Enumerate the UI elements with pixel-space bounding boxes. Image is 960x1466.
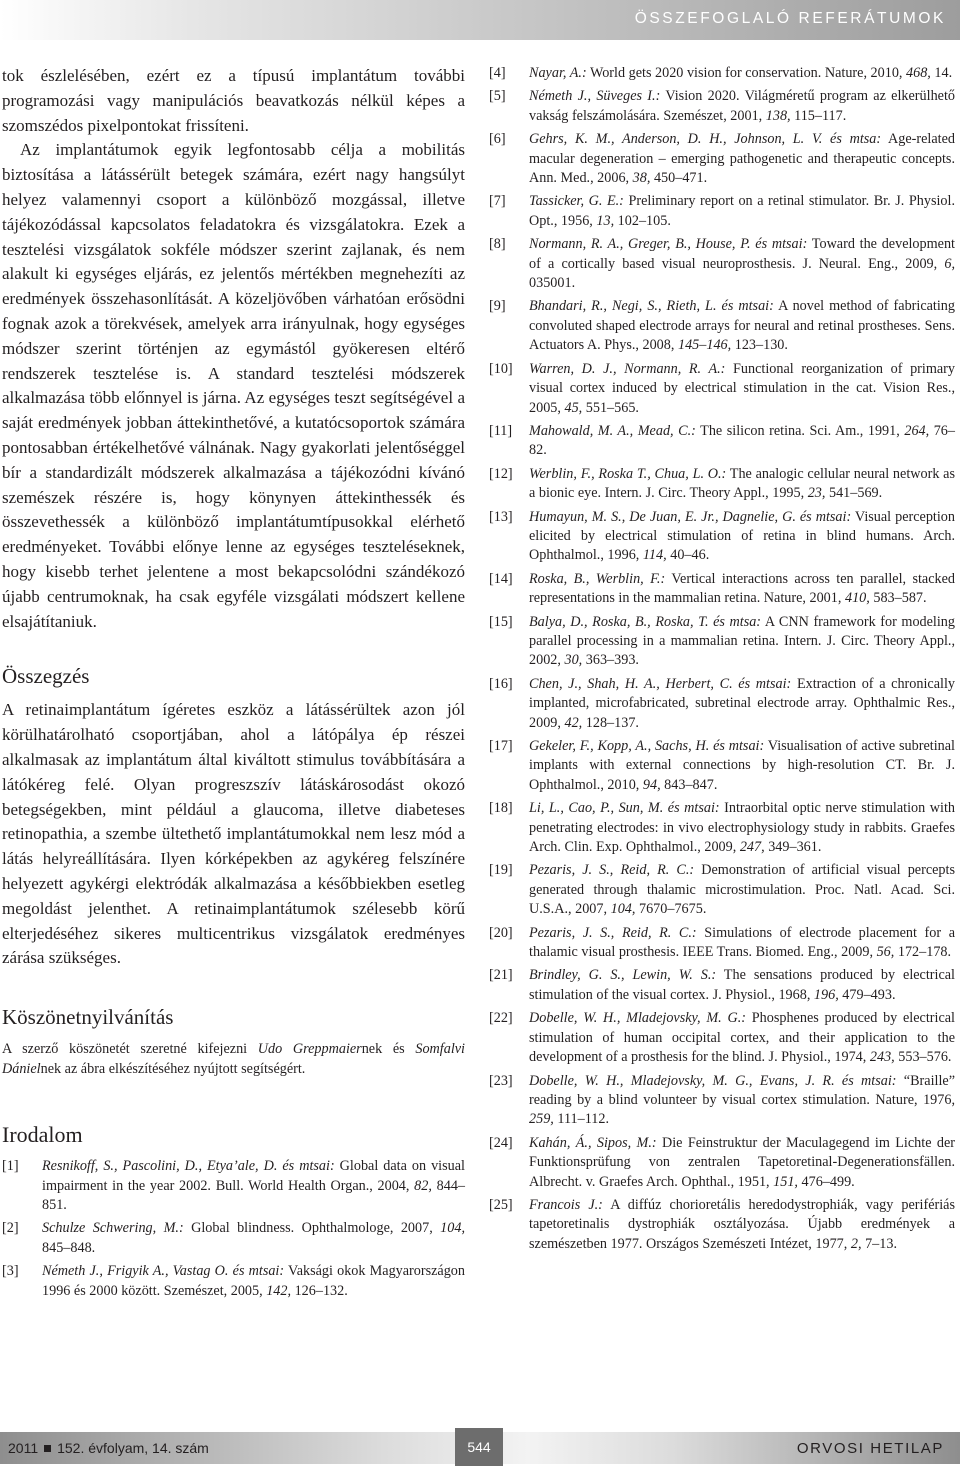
reference-number: [19]	[489, 862, 513, 879]
reference-item	[489, 87, 955, 126]
acknowledgement-paragraph	[2, 1039, 465, 1079]
reference-number: [15]	[489, 613, 513, 630]
reference-number: [6]	[489, 131, 506, 148]
reference-pages: 126–132.	[291, 1282, 348, 1299]
square-separator-icon	[44, 1445, 51, 1452]
reference-volume: 196,	[813, 986, 839, 1003]
reference-item	[489, 799, 955, 857]
summary-heading: Összegzés	[2, 664, 90, 689]
reference-pages: 115–117.	[790, 107, 847, 124]
reference-authors: Gekeler, F., Kopp, A., Sachs, H. és mtsai:	[529, 738, 765, 754]
reference-pages: 583–587.	[869, 590, 927, 607]
reference-number: [4]	[489, 65, 506, 81]
reference-item	[489, 64, 955, 83]
reference-number: [17]	[489, 738, 513, 754]
ack-person-2: Somfalvi Dániel	[2, 1041, 465, 1078]
body-paragraph-2	[2, 138, 465, 634]
reference-details: A CNN framework for modeling parallel processing in a mammalian retina. Intern. J. Circ. Theory Appl., 2002,	[529, 613, 955, 669]
reference-pages: 7670–7675.	[635, 901, 707, 918]
reference-volume: 2,	[850, 1235, 862, 1252]
reference-item	[489, 966, 955, 1005]
reference-number: [24]	[489, 1134, 513, 1151]
reference-number: [23]	[489, 1072, 513, 1089]
reference-number: [20]	[489, 924, 513, 941]
reference-details: “Braille” reading by a blind volunteer by visual cortex stimulation. Nature, 1976,	[529, 1072, 955, 1108]
reference-details: Global data on visual impairment in the year 2002. Bull. World Health Organ., 2004,	[42, 1158, 465, 1194]
reference-pages: 479–493.	[838, 986, 896, 1003]
reference-details: Simulations of electrode placement for a thalamic visual prosthesis. IEEE Trans. Biomed. Eng., 2009,	[529, 924, 955, 961]
reference-pages: 553–576.	[894, 1049, 952, 1066]
reference-authors: Nayar, A.:	[529, 65, 587, 81]
reference-item	[489, 1009, 955, 1067]
reference-pages: 035001.	[529, 275, 576, 292]
reference-number: [1]	[2, 1158, 19, 1175]
reference-volume: 264,	[904, 422, 930, 439]
ack-text-post: nek az ábra elkészítéséhez nyújtott segítségért.	[40, 1061, 306, 1078]
reference-details: Functional reorganization of primary visual cortex induced by electrical stimulation in the cat. Vision Res., 2005,	[529, 360, 956, 416]
reference-number: [8]	[489, 236, 506, 253]
left-column	[2, 64, 465, 1305]
reference-details: Vision 2020. Világméretű program az elkerülhető vakság felszámolására. Szemészet, 2001,	[529, 88, 955, 124]
reference-volume: 30,	[564, 652, 583, 669]
reference-details: Global blindness. Ophthalmologe, 2007,	[183, 1220, 441, 1237]
reference-item	[489, 235, 955, 293]
reference-details: The analogic cellular neural network as a bionic eye. Intern. J. Circ. Theory Appl., 1995,	[529, 465, 955, 502]
reference-details: Die Feinstruktur der Maculagegend im Lichte der Funktionsprüfung von zentralen Tapetoretinal-Degenerationsfällen. Albrecht. v. Graefes Arch. Ophthal., 1951,	[529, 1134, 955, 1190]
reference-volume: 247,	[739, 839, 765, 856]
reference-details: Vaksági okok Magyarországon 1996 és 2000 között. Szemészet, 2005,	[42, 1263, 465, 1299]
reference-authors: Németh J., Frigyik A., Vastag O. és mtsai:	[42, 1263, 285, 1280]
reference-authors: Gehrs, K. M., Anderson, D. H., Johnson, L. V. és mtsa:	[529, 131, 882, 148]
reference-number: [9]	[489, 298, 506, 315]
reference-volume: 56,	[876, 944, 895, 961]
reference-authors: Humayun, M. S., De Juan, E. Jr., Dagnelie, G. és mtsai:	[529, 508, 852, 525]
reference-number: [3]	[2, 1263, 19, 1280]
reference-details: A diffúz chorioretális heredodystrophiák, vagy perifériás tapetoretinalis dystrophiák osztályozása. Újabb eredmények a szemészetben 1977. Országos Szemészeti Intézet, 1977,	[529, 1196, 955, 1252]
reference-details: Intraorbital optic nerve stimulation with penetrating electrodes: in vivo electrophysiology study in rabbits. Graefes Arch. Clin. Exp. Ophthalmol., 2009,	[529, 800, 955, 856]
reference-number: [5]	[489, 88, 506, 105]
reference-pages: 476–499.	[797, 1173, 855, 1190]
reference-item	[489, 861, 955, 919]
reference-item	[489, 613, 955, 671]
reference-authors: Németh J., Süveges I.:	[529, 88, 661, 105]
journal-name: ORVOSI HETILAP	[796, 1440, 944, 1457]
section-title: ÖSSZEFOGLALÓ REFERÁTUMOK	[634, 10, 946, 27]
reference-authors: Mahowald, M. A., Mead, C.:	[529, 422, 696, 439]
ack-text-pre: A szerző köszönetét szeretné kifejezni	[2, 1041, 258, 1058]
reference-authors: Chen, J., Shah, H. A., Herbert, C. és mtsai:	[529, 675, 792, 692]
reference-details: Visual perception elicited by electrical stimulation of retina in blind humans. Arch. Ophthalmol., 1996,	[529, 508, 955, 564]
reference-pages: 40–46.	[666, 547, 710, 564]
reference-authors: Bhandari, R., Negi, S., Rieth, L. és mtsai:	[529, 298, 774, 315]
reference-number: [18]	[489, 800, 513, 817]
reference-list-right	[489, 64, 955, 1254]
reference-details: Vertical interactions across ten parallel, stacked representations in the mammalian retina. Nature, 2001,	[529, 570, 956, 607]
reference-item	[2, 1262, 465, 1301]
reference-item	[2, 1157, 465, 1215]
reference-pages: 845–848.	[42, 1239, 96, 1256]
reference-volume: 145–146,	[677, 337, 732, 354]
reference-pages: 843–847.	[660, 776, 718, 793]
section-banner	[0, 0, 960, 40]
reference-pages: 128–137.	[582, 714, 639, 731]
issue-year: 2011	[8, 1440, 39, 1456]
reference-authors: Werblin, F., Roska T., Chua, L. O.:	[529, 465, 727, 482]
reference-volume: 151,	[773, 1173, 798, 1190]
reference-item	[489, 422, 955, 461]
reference-volume: 104,	[440, 1220, 465, 1237]
reference-volume: 114,	[642, 547, 667, 564]
reference-volume: 138,	[765, 107, 791, 124]
body-paragraph-1: tok észlelésében, ezért ez a típusú implantátum további programozási vagy manipulációs beavatkozás nélkül képes a szomszédos pixelpontokat frissíteni.	[2, 66, 465, 135]
reference-number: [13]	[489, 508, 513, 525]
reference-pages: 102–105.	[614, 212, 671, 229]
reference-details: Visualisation of active subretinal implants with external connections by high-resolution CT. Br. J. Ophthalmol., 2010,	[529, 738, 955, 793]
reference-details: Toward the development of a cortically based visual neuroprosthesis. J. Neural. Eng., 2009,	[529, 236, 955, 272]
reference-pages: 363–393.	[582, 652, 639, 669]
reference-authors: Tassicker, G. E.:	[529, 193, 624, 210]
footer-bar	[0, 1432, 960, 1464]
reference-authors: Roska, B., Werblin, F.:	[529, 570, 666, 587]
reference-number: [21]	[489, 967, 513, 984]
page-number: 544	[455, 1428, 503, 1466]
reference-volume: 259,	[529, 1111, 554, 1128]
reference-details: Demonstration of artificial visual percepts generated through thalamic microstimulation. Proc. Natl. Acad. Sci. U.S.A., 2007,	[529, 862, 955, 918]
reference-item	[2, 1219, 465, 1258]
reference-volume: 13,	[596, 212, 615, 229]
reference-item	[489, 924, 955, 963]
reference-details: The silicon retina. Sci. Am., 1991,	[695, 422, 905, 439]
reference-item	[489, 570, 955, 609]
summary-paragraph: A retinaimplantátum ígéretes eszköz a látássérültek azon jól körülhatárolható csoportjában, ahol a látópálya ép részei alkalmasak az implantátum által kiváltott stimulus továbbítására a látókéreg felé. Olyan progreszszív látáskárosodást okozó betegségekben, mint például a glaucoma, illetve diabeteses retinopathia, a szembe ültethető implantátumokkal nem lesz mód a látás helyreállítására. Ilyen kórképekben az agykéreg felszínére helyezett agykérgi elektródák alkalmazása a későbbiekben esetleg megoldást jelenthet. A retinaimplantátumok szélesebb körű elterjedéséhez sikeres multicentrikus vizsgálatok eredményes zárása szükséges.	[2, 700, 465, 968]
reference-pages: 551–565.	[582, 399, 639, 416]
reference-authors: Pezaris, J. S., Reid, R. C.:	[529, 862, 695, 879]
reference-pages: 844–851.	[42, 1177, 465, 1213]
reference-item	[489, 508, 955, 566]
reference-number: [14]	[489, 570, 513, 587]
reference-number: [11]	[489, 422, 513, 439]
reference-item	[489, 1134, 955, 1192]
reference-item	[489, 1072, 955, 1130]
reference-number: [25]	[489, 1196, 513, 1213]
reference-authors: Resnikoff, S., Pascolini, D., Etya’ale, D. és mtsai:	[42, 1158, 335, 1175]
reference-authors: Dobelle, W. H., Mladejovsky, M. G.:	[529, 1010, 746, 1027]
acknowledgement-heading: Köszönetnyilvánítás	[2, 1005, 174, 1030]
reference-authors: Li, L., Cao, P., Sun, M. és mtsai:	[529, 800, 720, 817]
reference-details: World gets 2020 vision for conservation. Nature, 2010,	[586, 65, 907, 81]
issue-volume: 152. évfolyam, 14. szám	[57, 1440, 209, 1456]
references-heading: Irodalom	[2, 1122, 83, 1148]
reference-volume: 243,	[869, 1049, 895, 1066]
reference-volume: 45,	[564, 399, 583, 416]
reference-number: [12]	[489, 465, 513, 482]
reference-item	[489, 360, 955, 418]
reference-volume: 104,	[610, 901, 636, 918]
issue-info	[8, 1440, 209, 1456]
reference-item	[489, 192, 955, 231]
reference-pages: 450–471.	[650, 170, 708, 187]
reference-details: Preliminary report on a retinal stimulator. Br. J. Physiol. Opt., 1956,	[529, 193, 955, 229]
reference-volume: 410,	[844, 590, 870, 607]
ack-text-mid: nek és	[361, 1041, 416, 1058]
reference-pages: 349–361.	[764, 839, 822, 856]
reference-pages: 123–130.	[731, 337, 788, 354]
reference-authors: Dobelle, W. H., Mladejovsky, M. G., Evans, J. R. és mtsai:	[529, 1072, 897, 1089]
reference-pages: 7–13.	[861, 1235, 897, 1252]
reference-authors: Pezaris, J. S., Reid, R. C.:	[529, 924, 697, 941]
reference-number: [2]	[2, 1220, 19, 1237]
reference-volume: 94,	[642, 776, 661, 793]
reference-volume: 142,	[266, 1282, 292, 1299]
reference-item	[489, 1196, 955, 1254]
reference-authors: Francois J.:	[529, 1196, 603, 1213]
reference-volume: 468,	[906, 65, 931, 81]
reference-item	[489, 737, 955, 795]
reference-volume: 23,	[807, 485, 826, 502]
reference-item	[489, 130, 955, 188]
reference-list-left	[2, 1157, 465, 1301]
reference-details: The sensations produced by electrical stimulation of the visual cortex. J. Physiol., 1968,	[529, 967, 955, 1003]
reference-details: Extraction of a chronically implanted, microfabricated, subretinal electrode array. Ophthalmic Res., 2009,	[529, 675, 955, 731]
reference-number: [16]	[489, 675, 513, 692]
reference-item	[489, 675, 955, 733]
reference-authors: Schulze Schwering, M.:	[42, 1220, 184, 1237]
reference-item	[489, 465, 955, 504]
reference-authors: Normann, R. A., Greger, B., House, P. és mtsai:	[529, 236, 808, 253]
reference-pages: 111–112.	[553, 1111, 609, 1128]
reference-number: [10]	[489, 360, 513, 377]
reference-volume: 82,	[414, 1177, 432, 1194]
right-column	[489, 64, 955, 1258]
reference-pages: 541–569.	[825, 485, 883, 502]
body-paragraph-2-text: Az implantátumok egyik legfontosabb célja a mobilitás biztosítása a látássérült betegek számára, ezért nagy hangsúlyt helyez valamennyi csoport a különböző mozgással, illetve tájékozódással kapcsolatos feladatokra és vizsgálatokra. Ezek a tesztelési vizsgálatok sokféle módszer szerint zajlanak, és nem alakult ki egységes eljárás, ez jelentős mértékben megnehezíti az eredmények összehasonlítását. A közeljövőben várhatóan erősödni fognak azok a törekvések, amelyek arra irányulnak, hogy egységes módszer szerint történjen az egymástól gyökeresen eltérő rendszerek tesztelése is. A standard tesztelési módszerek alkalmazása több előnnyel is járna. Az egységes teszt segítségével a saját eredmények jobban áttekinthetővé, a kutatócsoportok számára pontosabban értékelhetővé válnának. Nagy gyakorlati jelentőséggel bír a standardizált módszerek alkalmazása a tájékozódni kívánó szemészek részére is, hogy könynyen áttekinthessék és összevethessék a különböző implantátumtípusokkal elérhető eredményeket. További előnye lenne az egységes teszteléseknek, hogy kisebb terhet jelentene a most bekapcsolódni szándékozó újabb centrumoknak, ha csak egyféle vizsgálati módszert kellene elsajátítaniuk.	[2, 140, 465, 631]
reference-item	[489, 297, 955, 355]
reference-volume: 38,	[632, 170, 651, 187]
reference-details: Phosphenes produced by electrical stimulation of human occipital cortex, and their application to the development of a prosthesis for the blind. J. Physiol., 1974,	[529, 1010, 955, 1066]
reference-authors: Warren, D. J., Normann, R. A.:	[529, 360, 726, 377]
reference-number: [22]	[489, 1010, 513, 1027]
reference-details: Age-related macular degeneration – emerging pathogenetic and therapeutic concepts. Ann. Med., 2006,	[529, 131, 955, 187]
reference-number: [7]	[489, 193, 506, 210]
reference-pages: 76–82.	[529, 422, 955, 459]
reference-volume: 6,	[944, 255, 955, 272]
reference-pages: 14.	[930, 65, 953, 81]
reference-authors: Balya, D., Roska, B., Roska, T. és mtsa:	[529, 613, 762, 630]
ack-person-1: Udo Greppmaier	[257, 1041, 362, 1058]
reference-authors: Brindley, G. S., Lewin, W. S.:	[529, 967, 717, 984]
reference-authors: Kahán, Á., Sipos, M.:	[529, 1134, 657, 1151]
reference-volume: 42,	[564, 714, 583, 731]
reference-pages: 172–178.	[894, 944, 952, 961]
reference-details: A novel method of fabricating convoluted shaped electrode arrays for neural and retinal prostheses. Sens. Actuators A. Phys., 2008,	[529, 298, 955, 354]
